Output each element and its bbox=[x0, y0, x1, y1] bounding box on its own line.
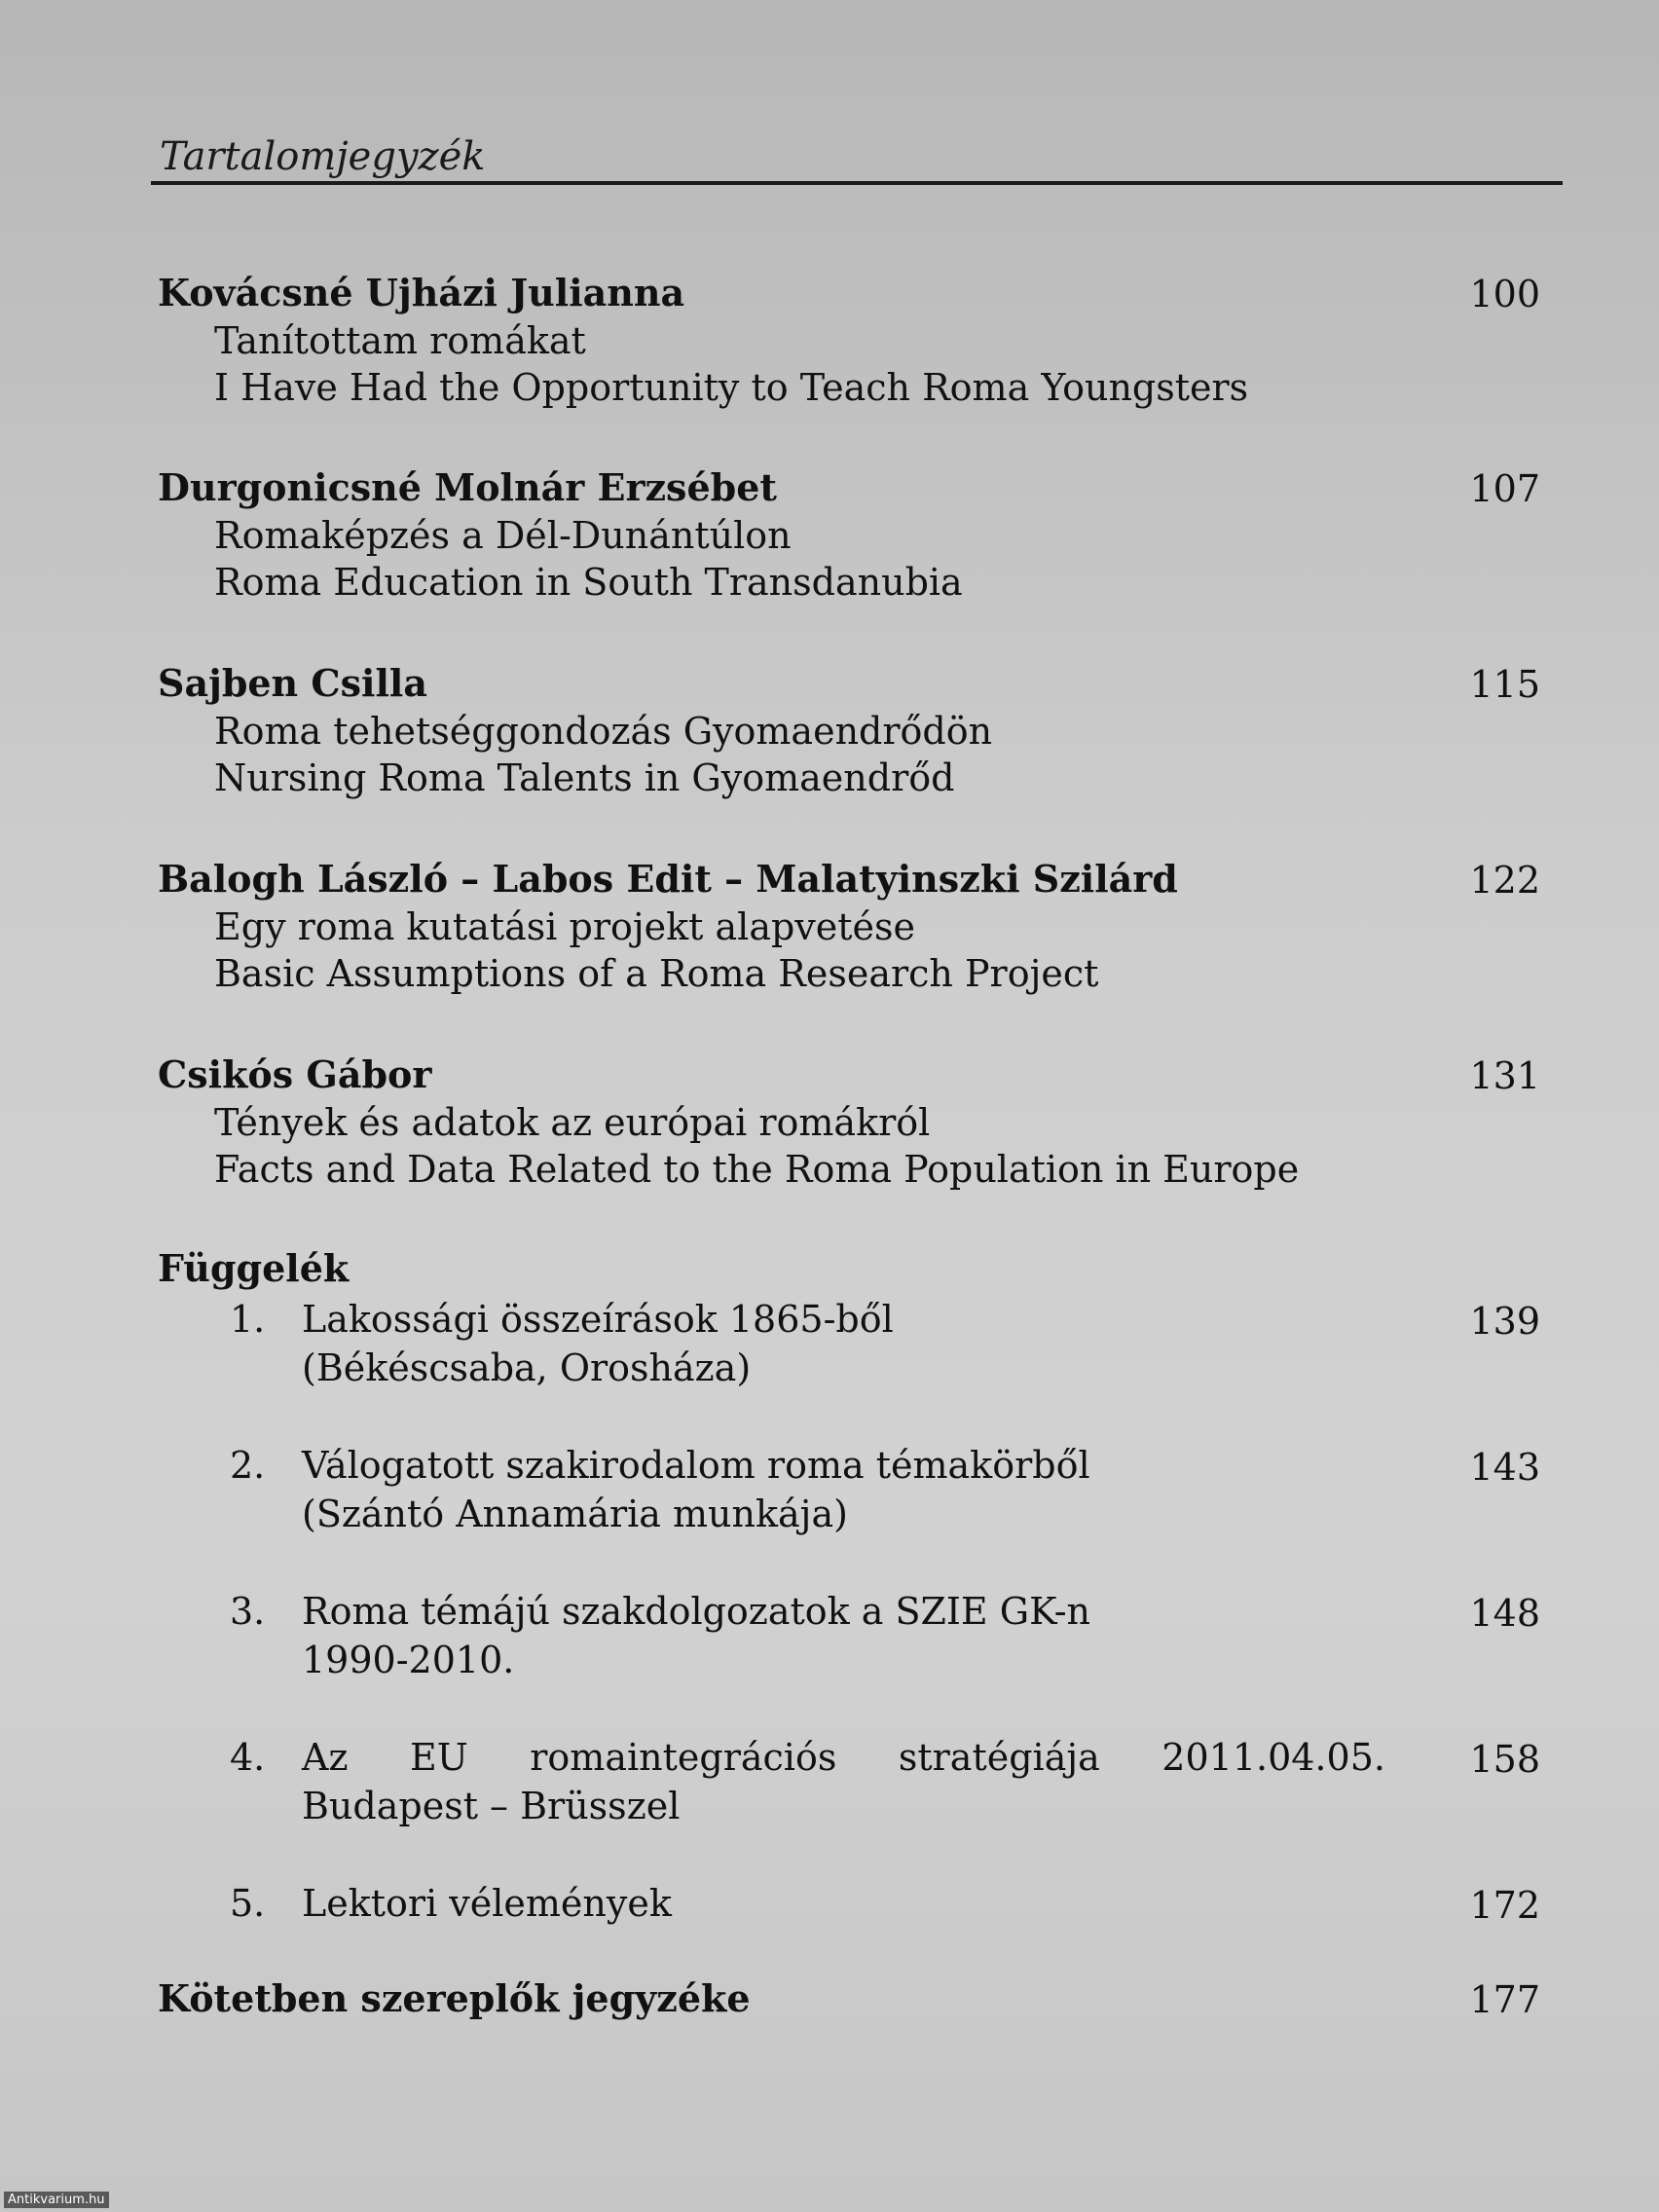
appendix-item-line1 bbox=[302, 1736, 1385, 1779]
appendix-item-line2: Budapest – Brüsszel bbox=[302, 1785, 681, 1827]
appendix-item-page: 148 bbox=[1469, 1592, 1540, 1635]
entry-title-hu: Romaképzés a Dél-Dunántúlon bbox=[214, 514, 792, 557]
appendix-item-line1: Válogatott szakirodalom roma témakörből bbox=[302, 1444, 1090, 1487]
entry-page-number: 131 bbox=[1469, 1054, 1540, 1097]
entry-title-hu: Egy roma kutatási projekt alapvetése bbox=[214, 905, 916, 948]
appendix-heading: Függelék bbox=[158, 1246, 350, 1290]
entry-author: Kötetben szereplők jegyzéke bbox=[158, 1976, 751, 2020]
entry-title-hu: Tanítottam romákat bbox=[214, 319, 586, 362]
entry-title-hu: Roma tehetséggondozás Gyomaendrődön bbox=[214, 710, 993, 753]
entry-author: Csikós Gábor bbox=[158, 1052, 432, 1096]
entry-title-en: Nursing Roma Talents in Gyomaendrőd bbox=[214, 756, 955, 799]
entry-author: Sajben Csilla bbox=[158, 661, 427, 705]
appendix-item-line1: Lakossági összeírások 1865-ből bbox=[302, 1298, 894, 1341]
appendix-item-line1: Roma témájú szakdolgozatok a SZIE GK-n bbox=[302, 1590, 1091, 1633]
entry-author: Balogh László – Labos Edit – Malatyinszki Szilárd bbox=[158, 857, 1178, 901]
appendix-item-page: 143 bbox=[1469, 1446, 1540, 1489]
entry-page-number: 122 bbox=[1469, 859, 1540, 902]
entry-page-number: 115 bbox=[1469, 663, 1540, 706]
entry-author: Durgonicsné Molnár Erzsébet bbox=[158, 465, 777, 509]
appendix-item-number: 1. bbox=[230, 1298, 266, 1341]
entry-title-en: Roma Education in South Transdanubia bbox=[214, 561, 963, 604]
appendix-word: Az bbox=[302, 1736, 349, 1779]
appendix-word: stratégiája bbox=[898, 1736, 1100, 1779]
header-rule bbox=[151, 181, 1563, 185]
appendix-item-line1: Lektori vélemények bbox=[302, 1882, 672, 1925]
entry-title-hu: Tények és adatok az európai romákról bbox=[214, 1101, 931, 1144]
appendix-item-number: 2. bbox=[230, 1444, 266, 1487]
appendix-word: 2011.04.05. bbox=[1161, 1736, 1385, 1779]
appendix-item-page: 139 bbox=[1469, 1300, 1540, 1343]
entry-author: Kovácsné Ujházi Julianna bbox=[158, 271, 685, 314]
appendix-item-number: 3. bbox=[230, 1590, 266, 1633]
appendix-word: romaintegrációs bbox=[530, 1736, 837, 1779]
running-head-title: Tartalomjegyzék bbox=[160, 134, 486, 179]
appendix-item-line2: 1990-2010. bbox=[302, 1639, 515, 1681]
appendix-word: EU bbox=[409, 1736, 468, 1779]
appendix-item-line2: (Békéscsaba, Orosháza) bbox=[302, 1346, 752, 1389]
appendix-item-page: 158 bbox=[1469, 1738, 1540, 1781]
entry-title-en: Facts and Data Related to the Roma Population in Europe bbox=[214, 1148, 1300, 1191]
entry-page-number: 107 bbox=[1469, 467, 1540, 510]
entry-title-en: I Have Had the Opportunity to Teach Roma Youngsters bbox=[214, 366, 1249, 409]
appendix-item-number: 4. bbox=[230, 1736, 266, 1779]
entry-page-number: 100 bbox=[1469, 273, 1540, 315]
watermark-label: Antikvarium.hu bbox=[4, 2192, 109, 2208]
appendix-item-line2: (Szántó Annamária munkája) bbox=[302, 1493, 848, 1535]
entry-title-en: Basic Assumptions of a Roma Research Project bbox=[214, 952, 1099, 995]
appendix-item-page: 172 bbox=[1469, 1884, 1540, 1927]
entry-page-number: 177 bbox=[1469, 1978, 1540, 2021]
appendix-item-number: 5. bbox=[230, 1882, 266, 1925]
